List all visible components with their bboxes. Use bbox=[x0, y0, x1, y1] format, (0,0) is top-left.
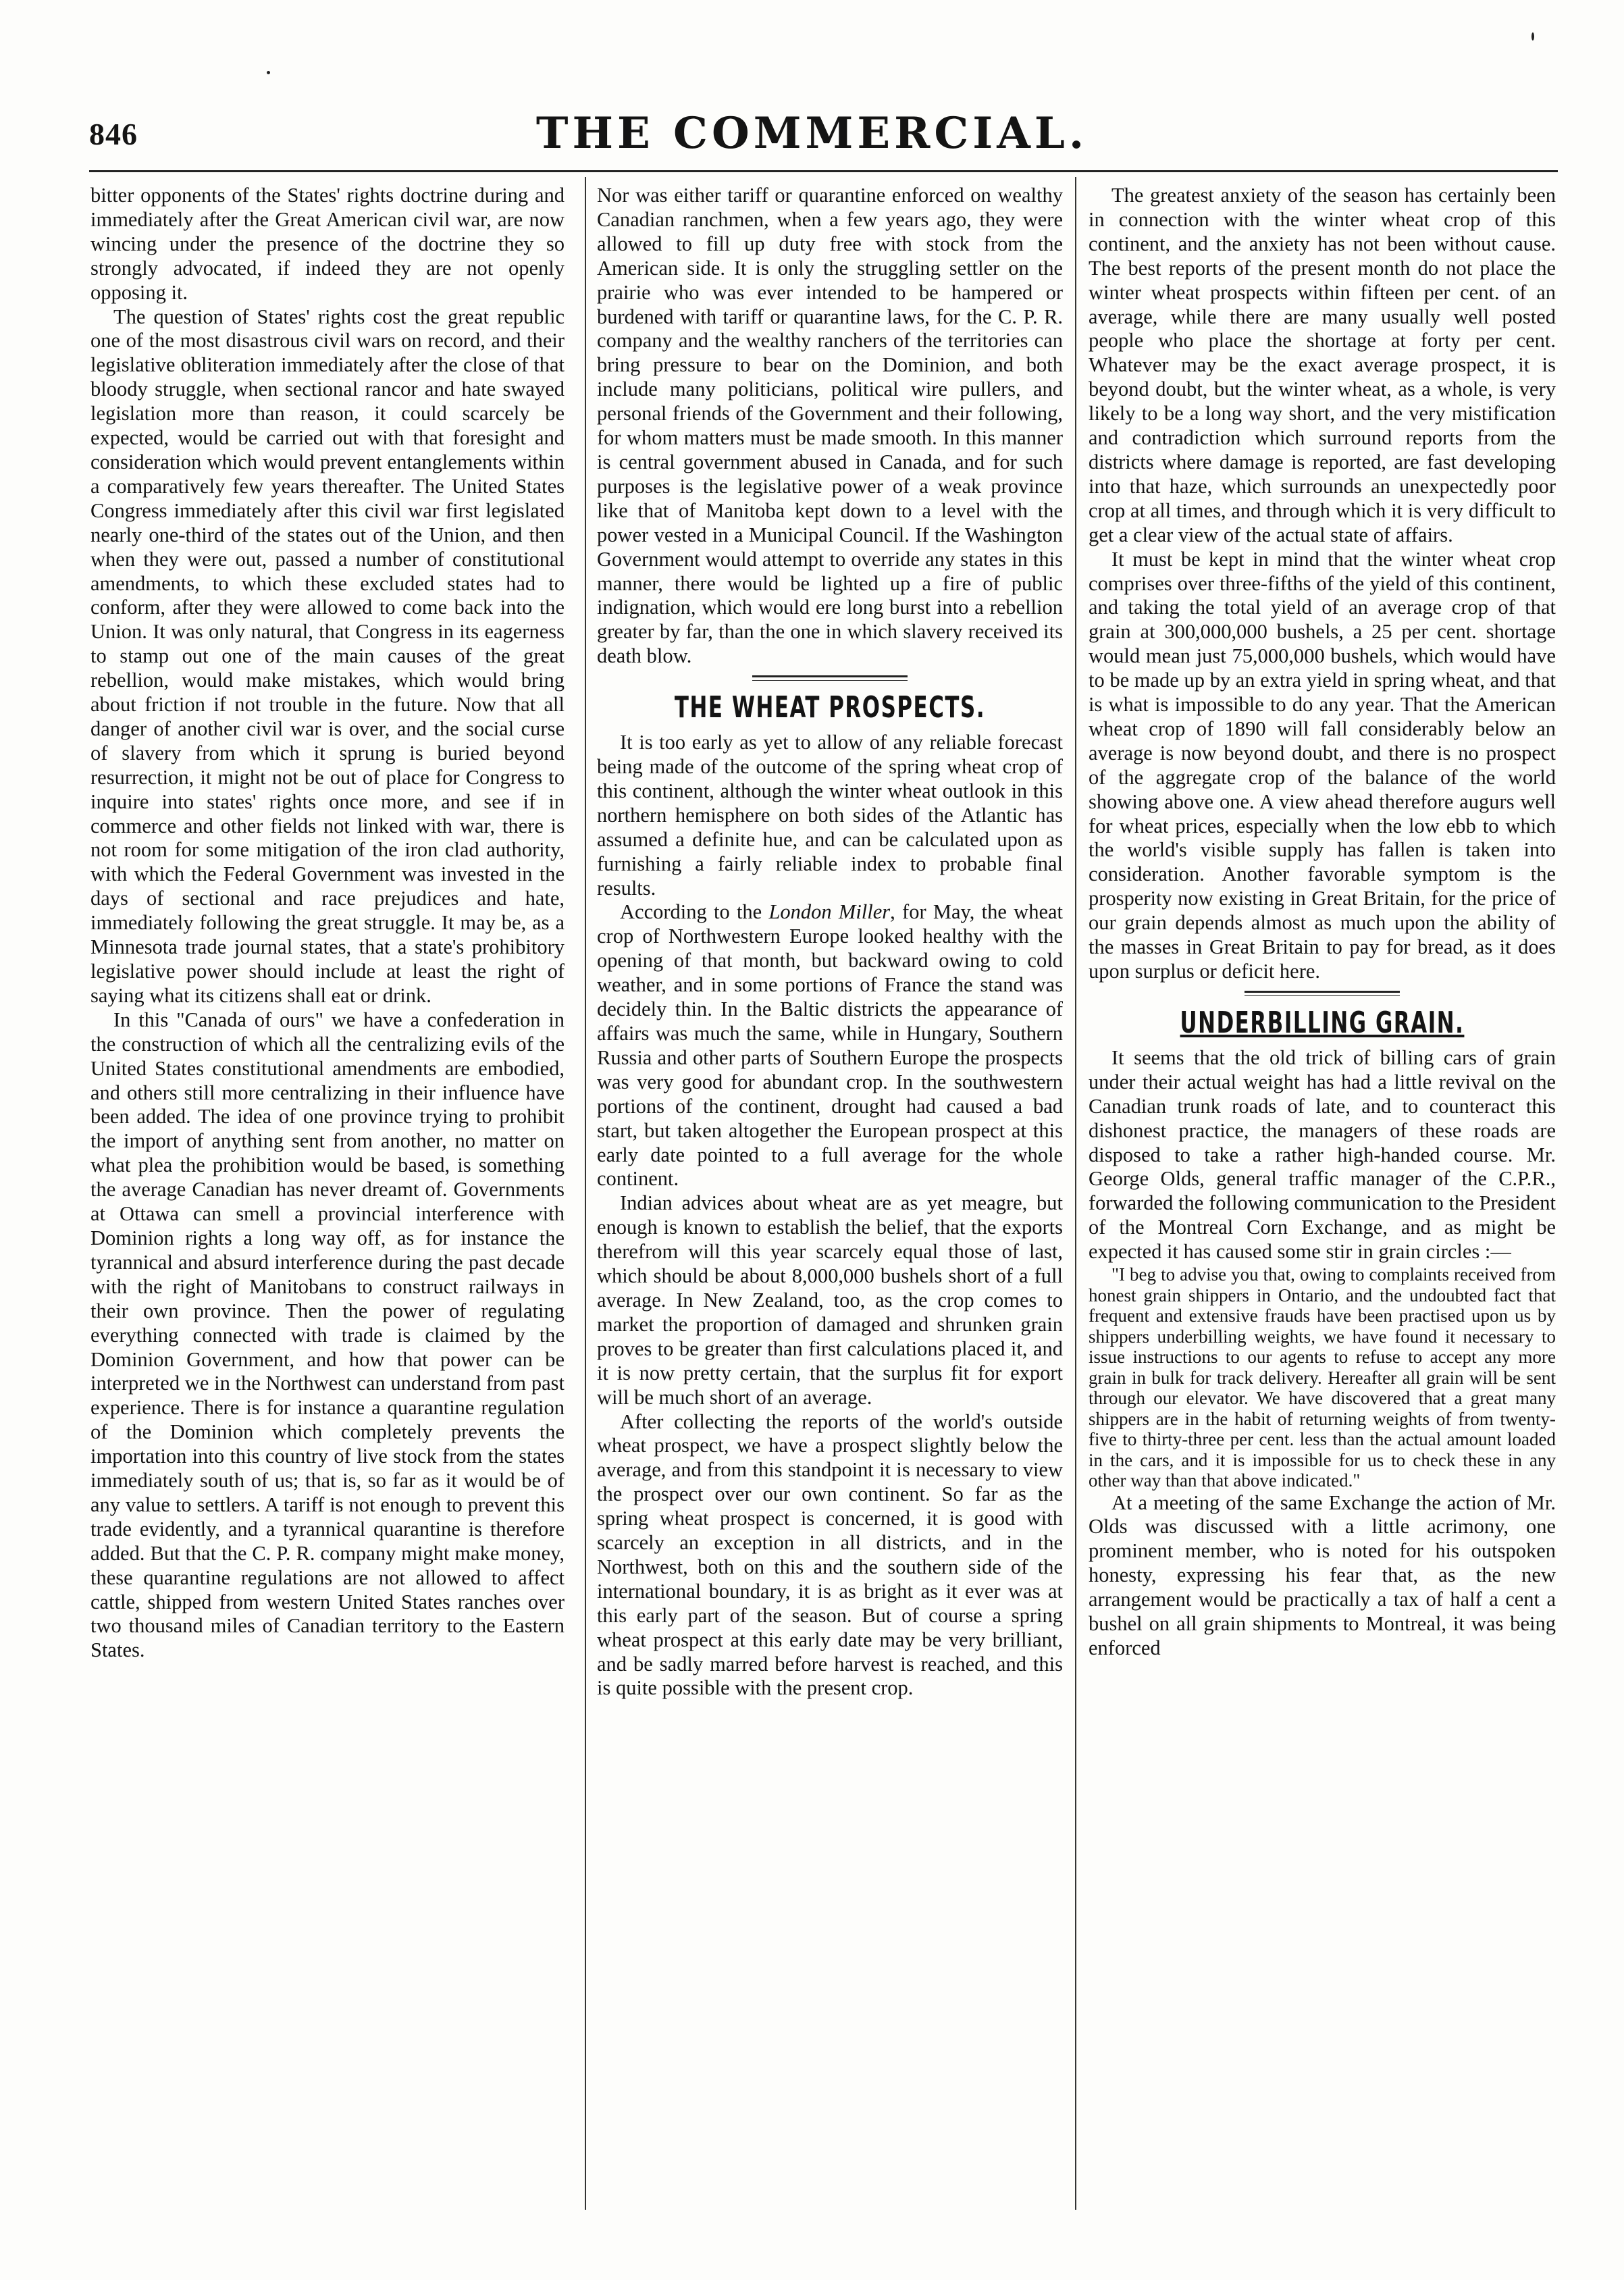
masthead-title: THE COMMERCIAL. bbox=[535, 108, 1089, 159]
page-number: 846 bbox=[89, 117, 138, 151]
column-divider bbox=[1075, 177, 1076, 2210]
article-heading: THE WHEAT PROSPECTS. bbox=[674, 690, 986, 725]
paragraph: At a meeting of the same Exchange the action of Mr. Olds was discussed with a little acrimony, one prominent member, who is noted for his outspoken honesty, expressing his fear that, as the new arrangement would be practically a tax of half a cent a bushel on all grain shipments to Montreal, it was being enforced bbox=[1089, 1491, 1556, 1659]
column-1 bbox=[90, 184, 565, 1663]
paragraph: Indian advices about wheat are as yet meagre, but enough is known to establish the belief, that the exports therefrom will this year scarcely equal those of last, which should be about 8,000,000 bushels short of a full average. In New Zealand, too, as the crop comes to market the proportion of damaged and shrunken grain proves to be greater than first calculations placed it, and it is now pretty certain, that the surplus fit for export will be much short of an average. bbox=[597, 1191, 1063, 1409]
paragraph: It is too early as yet to allow of any reliable forecast being made of the outcome of the spring wheat crop of this continent, although the winter wheat outlook in this northern hemisphere on both sides of the Atlantic has assumed a definite hue, and can be calculated upon as furnishing a fairly reliable index to probable final results. bbox=[597, 731, 1063, 900]
section-separator bbox=[752, 675, 908, 681]
paragraph: According to the London Miller, for May, the wheat crop of Northwestern Europe looked healthy with the opening of that month, but backward owing to cold weather, and in some portions of France the stand was decidely thin. In the Baltic districts the appearance of affairs was much the same, while in Hungary, Southern Russia and other parts of Southern Europe the prospects was very good for abundant crop. In the southwestern portions of the continent, drought had caused a bad start, but taken altogether the European prospect at this early date pointed to a full average for the whole continent. bbox=[597, 900, 1063, 1191]
paragraph: In this "Canada of ours" we have a confederation in the construction of which all the centralizing evils of the United States constitutional amendments are embodied, and others still more centralizing in their influence have been added. The idea of one province trying to prohibit the import of anything sent from another, no matter on what plea the prohibition would be based, is something the average Canadian has never dreamt of. Governments at Ottawa can smell a provincial interference with Dominion rights a long way off, as for instance the tyrannical and absurd interference during the past decade with the right of Manitobans to construct railways in their own province. Then the power of regulating everything connected with trade is claimed by the Dominion Government, and how that power can be interpreted we in the Northwest can understand from past experience. There is for instance a quarantine regulation of the Dominion which completely prevents the importation into this country of live stock from the states immediately south of us; that is, so far as it would be of any value to settlers. A tariff is not enough to prevent this trade evidently, and a tyrannical quarantine is therefore added. But that the C. P. R. company might make money, these quarantine regulations are not allowed to affect cattle, shipped from western United States ranches over two thousand miles of Canadian territory to the Eastern States. bbox=[90, 1008, 565, 1662]
section-separator bbox=[1245, 991, 1400, 996]
paragraph: The question of States' rights cost the great republic one of the most disastrous civil wars on record, and their legislative obliteration immediately after the close of that bloody struggle, when sectional rancor and hate swayed legislation more than reason, it could scarcely be expected, would be carried out with that foresight and consideration which would prevent entanglements within a comparatively few years thereafter. The United States Congress immediately after this civil war first legislated nearly one-third of the states out of the Union, and then when they were out, passed a number of constitutional amendments, to which these excluded states had to conform, after they were allowed to come back into the Union. It was only natural, that Congress in its eagerness to stamp out one of the main causes of the great rebellion, would make mistakes, which would bring about friction if not trouble in the future. Now that all danger of another civil war is over, and the social curse of slavery from which it sprung is buried beyond resurrection, it might not be out of place for Congress to inquire into states' rights once more, and see if in commerce and other fields not linked with war, there is not room for some mitigation of the iron clad authority, with which the Federal Government was invested in the days of sectional and race prejudices and hate, immediately following the great struggle. It may be, as a Minnesota trade journal states, that a state's prohibitory legislative power should include at least the right of saying what its citizens shall eat or drink. bbox=[90, 305, 565, 1007]
paragraph: It must be kept in mind that the winter wheat crop comprises over three-fifths of the yield of this continent, and taking the total yield of an average crop of that grain at 300,000,000 bushels, a 25 per cent. shortage would mean just 75,000,000 bushels, which would have to be made up by an extra yield in spring wheat, and that is what is impossible to do any year. That the American wheat crop of 1890 will fall considerably below an average is now beyond doubt, and there is no prospect of the aggregate crop of the balance of the world showing above one. A view ahead therefore augurs well for wheat prices, especially when the low ebb to which the world's visible supply has fallen is taken into consideration. Another favorable symptom is the prosperity now existing in Great Britain, for the price of our grain depends almost as much upon the ability of the masses in Great Britain to pay for bread, as it does upon surplus or deficit here. bbox=[1089, 547, 1556, 983]
column-3 bbox=[1089, 184, 1556, 1661]
paragraph: After collecting the reports of the world's outside wheat prospect, we have a prospect slightly below the average, and from this standpoint it is necessary to view the prospect over our own continent. So far as the spring wheat prospect is concerned, it is good with scarcely an exception in all districts, and in the Northwest, both on this and the southern side of the international boundary, it is as bright as it ever was at this early part of the season. But of course a spring wheat prospect at this early date may be very brilliant, and be sadly marred before harvest is reached, and this is quite possible with the present crop. bbox=[597, 1409, 1063, 1700]
column-divider bbox=[585, 177, 586, 2210]
column-2 bbox=[597, 184, 1063, 1701]
paragraph: bitter opponents of the States' rights doctrine during and immediately after the Great American civil war, are now wincing under the presence of the doctrine they so strongly advocated, if indeed they are not openly opposing it. bbox=[90, 184, 565, 304]
publication-title: London Miller bbox=[768, 900, 891, 924]
print-speck bbox=[267, 71, 270, 74]
quoted-letter: "I beg to advise you that, owing to complaints received from honest grain shippers in Ontario, and the undoubted fact that frequent and extensive frauds have been practised upon us by shippers underbilling weights, we have found it necessary to issue instructions to our agents to refuse to accept any more grain in bulk for track delivery. Hereafter all grain will be sent through our elevator. We have discovered that a great many shippers are in the habit of returning weights of from twenty-five to thirty-three per cent. less than the actual amount loaded in the cars, and it is impossible for us to check these in any other way than that above indicated." bbox=[1089, 1264, 1556, 1491]
paragraph: It seems that the old trick of billing cars of grain under their actual weight has had a little revival on the Canadian trunk roads of late, and to counteract this dishonest practice, the managers of these roads are disposed to take a rather high-handed course. Mr. George Olds, general traffic manager of the C.P.R., forwarded the following communication to the President of the Montreal Corn Exchange, and as might be expected it has caused some stir in grain circles :— bbox=[1089, 1045, 1556, 1264]
article-heading: UNDERBILLING GRAIN. bbox=[1180, 1005, 1465, 1040]
print-speck bbox=[1531, 32, 1534, 41]
paragraph: The greatest anxiety of the season has certainly been in connection with the winter wheat crop of this continent, and the anxiety has not been without cause. The best reports of the present month do not place the winter wheat prospects within fifteen per cent. of an average, while there are many usually well posted people who place the shortage at forty per cent. Whatever may be the exact average prospect, it is beyond doubt, but the winter wheat, as a whole, is very likely to be a long way short, and the very mistification and contradiction which surround reports from the districts where damage is reported, are fast developing into that haze, which surrounds an unexpectedly poor crop at all times, and through which it is very difficult to get a clear view of the actual state of affairs. bbox=[1089, 184, 1556, 546]
header-rule bbox=[89, 170, 1558, 172]
paragraph: Nor was either tariff or quarantine enforced on wealthy Canadian ranchmen, when a few years ago, they were allowed to fill up duty free with stock from the American side. It is only the struggling settler on the prairie who was ever intended to be hampered or burdened with tariff or quarantine laws, for the C. P. R. company and the wealthy ranchers of the territories can bring pressure to bear on the Dominion, and both include many politicians, political wire pullers, and personal friends of the Government and their following, for whom matters must be made smooth. In this manner is central government abused in Canada, and for such purposes is the legislative power of a weak province like that of Manitoba kept down to a level with the power vested in a Municipal Council. If the Washington Government would attempt to override any states in this manner, there would be lighted up a fire of public indignation, which would ere long burst into a rebellion greater by far, than the one in which slavery received its death blow. bbox=[597, 184, 1063, 668]
